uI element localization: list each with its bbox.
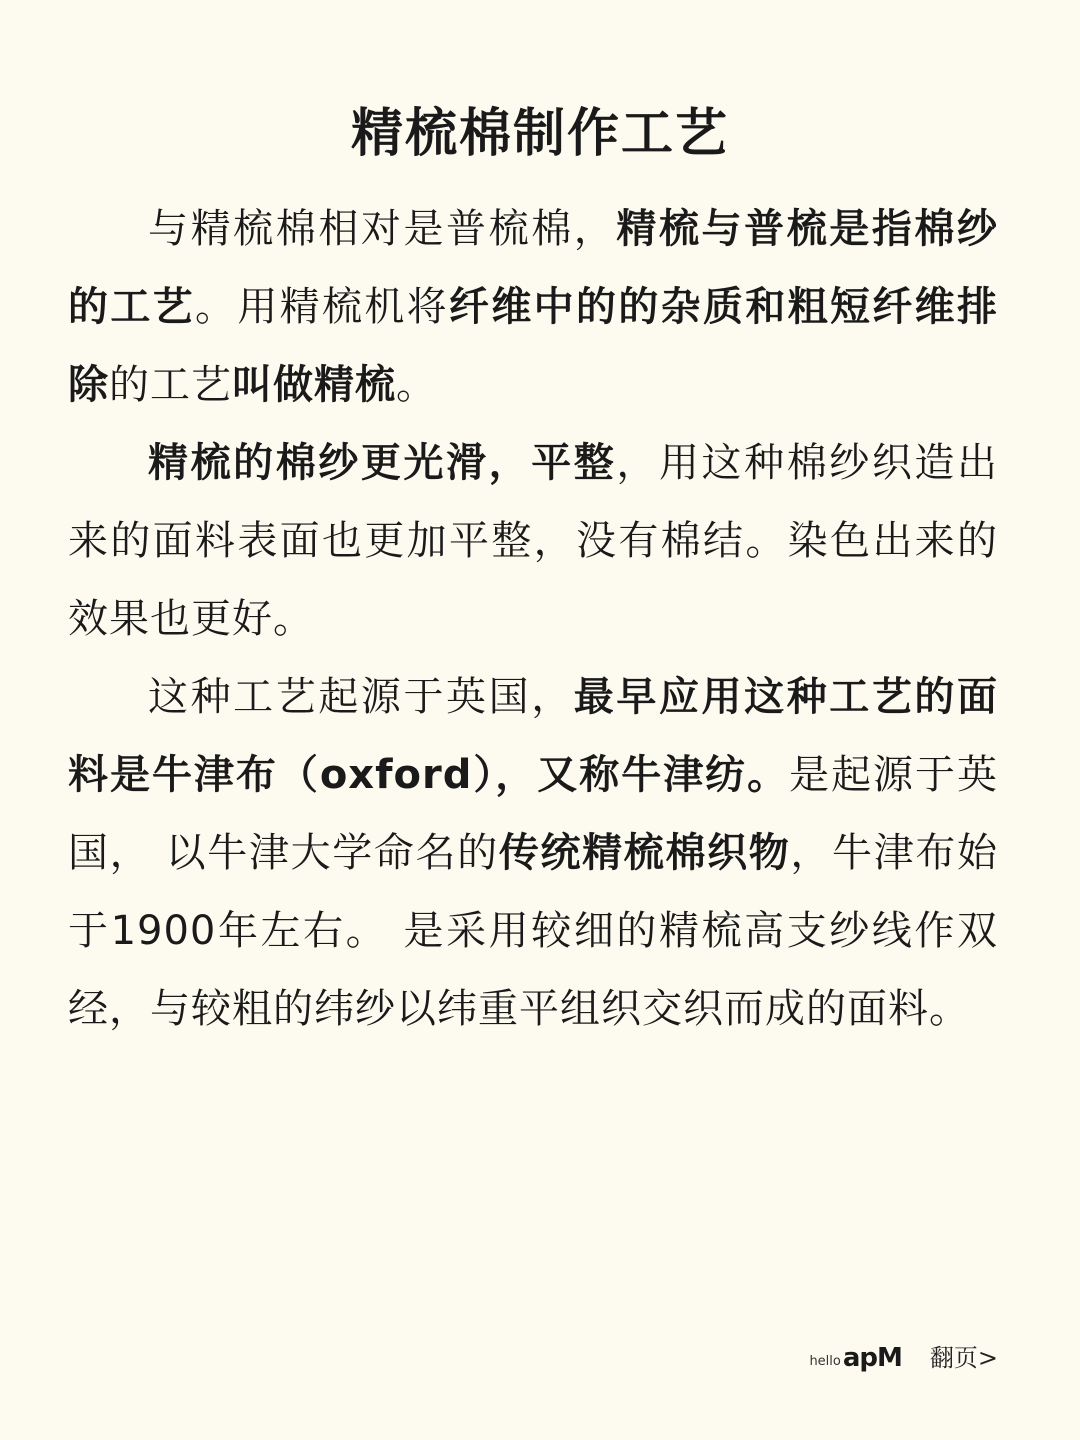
next-page-button[interactable]: 翻页>: [929, 1344, 998, 1372]
text-segment: 。: [396, 362, 437, 408]
paragraph-1: [68, 190, 998, 424]
logo-hello-text: hello: [809, 1354, 841, 1369]
logo-apm-text: apM: [842, 1343, 902, 1373]
paragraph-2: [68, 424, 998, 658]
text-segment-bold: 传统精梳棉织物: [498, 830, 791, 876]
text-segment-bold: 叫做精梳: [232, 362, 396, 408]
text-segment-bold: 最早应用这种工艺的面料是牛津布（oxford），又称牛津纺。: [68, 674, 999, 798]
text-segment: 的工艺: [109, 362, 232, 408]
text-segment: 是起源于英国， 以牛津大学命名的: [68, 752, 998, 876]
paragraph-3: [68, 658, 998, 1048]
text-segment-bold: 精梳与普梳是指棉纱的工艺: [68, 206, 999, 330]
footer: [809, 1344, 998, 1372]
page-title: 精梳棉制作工艺: [350, 104, 729, 164]
text-segment-bold: 精梳的棉纱更光滑，平整: [148, 440, 617, 486]
text-segment-bold: 纤维中的的杂质和粗短纤维排除: [68, 284, 998, 408]
text-segment: ，牛津布始于1900年左右。 是采用较细的精梳高支纱线作双经，与较粗的纬纱以纬重平组织交织而成的面料。: [68, 830, 999, 1032]
brand-logo: [809, 1344, 901, 1372]
text-segment: 与精梳棉相对是普梳棉，: [148, 206, 617, 252]
text-segment: ，用这种棉纱织造出来的面料表面也更加平整，没有棉结。染色出来的效果也更好。: [68, 440, 999, 642]
article-body: [68, 190, 998, 1048]
text-segment: 。用精梳机将: [195, 284, 449, 330]
text-segment: 这种工艺起源于英国，: [148, 674, 574, 720]
